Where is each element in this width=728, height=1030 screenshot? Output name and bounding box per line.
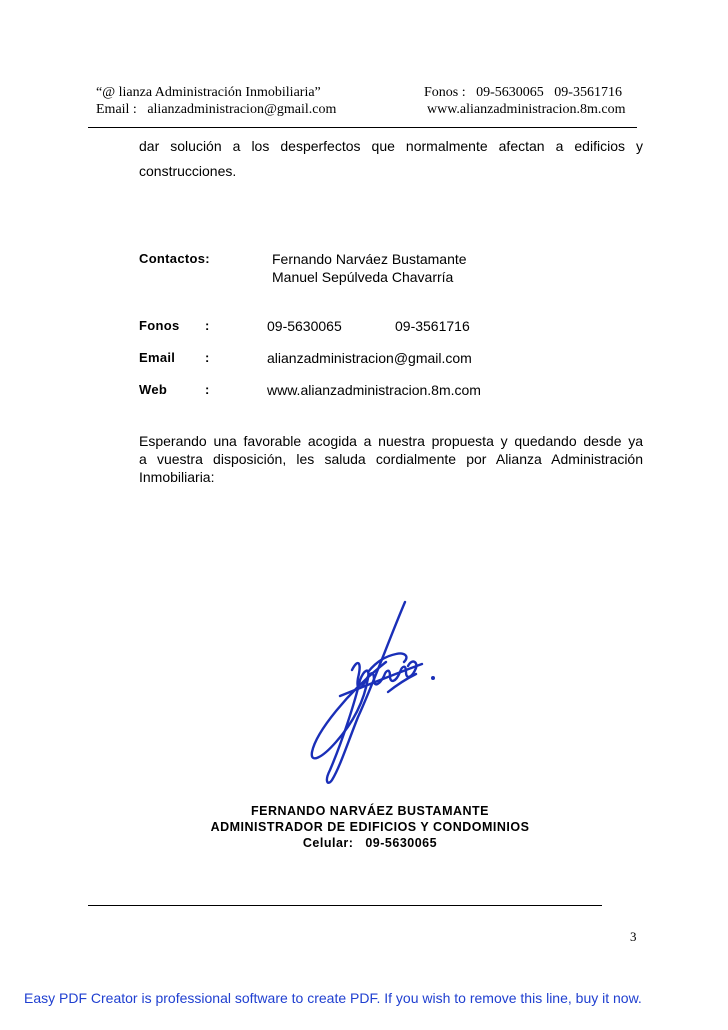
header-email (96, 101, 336, 118)
pdf-creator-notice: Easy PDF Creator is professional software to create PDF. If you wish to remove this line, buy it now. (24, 990, 642, 1006)
email-label: Email (139, 350, 176, 365)
email-colon: : (205, 350, 210, 365)
fonos-value-2: 09-3561716 (395, 318, 470, 334)
handwritten-signature (300, 592, 450, 792)
contact-name-1: Fernando Narváez Bustamante (272, 251, 467, 267)
footer-rule (88, 905, 602, 906)
closing-line-3: Inmobiliaria: (139, 469, 215, 485)
intro-line-2: construcciones. (139, 163, 237, 179)
contact-name-2: Manuel Sepúlveda Chavarría (272, 269, 454, 285)
header-fono2: 09-3561716 (554, 85, 622, 100)
header-fonos-label: Fonos : (424, 85, 466, 100)
signatory-name: FERNANDO NARVÁEZ BUSTAMANTE (250, 804, 490, 818)
header-company: “@ lianza Administración Inmobiliaria” (96, 85, 321, 100)
intro-line-1: dar solución a los desperfectos que normalmente afectan a edificios y (139, 138, 643, 154)
contacts-label: Contactos: (139, 251, 210, 266)
web-colon: : (205, 382, 210, 397)
signatory-title: ADMINISTRADOR DE EDIFICIOS Y CONDOMINIOS (210, 820, 530, 834)
header-rule (88, 127, 637, 128)
header-email-value: alianzadministracion@gmail.com (147, 102, 337, 117)
fonos-value-1: 09-5630065 (267, 318, 342, 334)
closing-line-2: a vuestra disposición, les saluda cordialmente por Alianza Administración (139, 451, 643, 467)
header-web: www.alianzadministracion.8m.com (427, 102, 626, 117)
web-label: Web (139, 382, 168, 397)
page-number: 3 (630, 929, 637, 944)
fonos-label: Fonos (139, 318, 180, 333)
header-fonos (424, 84, 622, 101)
email-value: alianzadministracion@gmail.com (267, 350, 472, 366)
cel-value: 09-5630065 (365, 836, 438, 850)
header-email-label: Email : (96, 102, 137, 117)
closing-line-1: Esperando una favorable acogida a nuestra propuesta y quedando desde ya (139, 433, 643, 449)
fonos-colon: : (205, 318, 210, 333)
cel-label: Celular: (302, 836, 354, 850)
signatory-cellphone (180, 836, 560, 850)
web-value: www.alianzadministracion.8m.com (267, 382, 481, 398)
header-fono1: 09-5630065 (476, 85, 544, 100)
